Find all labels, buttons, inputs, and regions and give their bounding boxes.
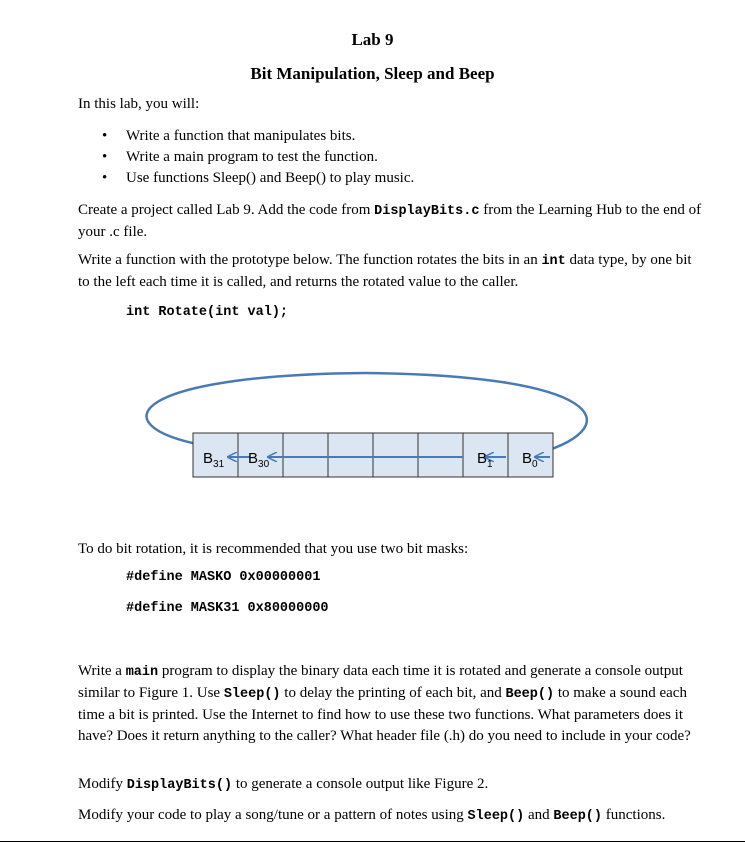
list-item: • Write a main program to test the function.: [78, 147, 414, 168]
bullet-icon: •: [102, 128, 108, 144]
bit-cells: [193, 433, 553, 477]
function-prototype: int Rotate(int val);: [126, 305, 289, 320]
bit-label-b31: $B_{31}$: [203, 450, 225, 470]
define-mask0: #define MASKO 0x00000001: [126, 570, 321, 585]
define-mask31: #define MASK31 0x80000000: [126, 601, 329, 616]
bit-cell: [283, 433, 328, 477]
bit-cell: [418, 433, 463, 477]
code-sleep: Sleep(): [467, 809, 525, 824]
bit-cell: [373, 433, 418, 477]
bit-cell: [328, 433, 373, 477]
bitmask-instructions: To do bit rotation, it is recommended that you use two bit masks:: [78, 541, 469, 557]
bit-rotation-diagram: [130, 365, 600, 485]
bit-label-b30: $B_{30}$: [248, 450, 270, 470]
code-filename: DisplayBits.c: [374, 204, 480, 219]
lab-subtitle: Bit Manipulation, Sleep and Beep: [250, 64, 495, 83]
bit-cell: [193, 433, 238, 477]
bullet-icon: •: [102, 170, 108, 186]
code-sleep: Sleep(): [223, 687, 281, 702]
code-main: main: [125, 665, 159, 680]
displaybits-instructions: Modify DisplayBits() to generate a console output like Figure 2.: [78, 776, 489, 793]
code-displaybits: DisplayBits(): [126, 778, 233, 793]
page-divider: [0, 841, 745, 842]
project-instructions: Create a project called Lab 9. Add the code from DisplayBits.c from the Learning Hub to the end of your .c file.: [78, 202, 702, 240]
code-int: int: [541, 254, 566, 269]
intro-text: In this lab, you will:: [78, 96, 200, 112]
list-item: • Use functions Sleep() and Beep() to play music.: [78, 168, 414, 189]
song-instructions: Modify your code to play a song/tune or a pattern of notes using Sleep() and Beep() functions.: [78, 807, 666, 824]
code-beep: Beep(): [553, 809, 603, 824]
bit-label-b1: $B_1$: [477, 450, 493, 470]
code-beep: Beep(): [505, 687, 555, 702]
bullet-icon: •: [102, 149, 108, 165]
main-program-instructions: Write a main program to display the binary data each time it is rotated and generate a console output similar to Figure 1. Use Sleep() to delay the printing of each bit, and Beep() to make a sound each time a bit is printed. Use the Internet to find how to use these two functions. What parameters does it have? Does it return anything to the caller? What header file (.h) do you need to include in your code?: [78, 663, 691, 744]
lab-title: Lab 9: [351, 30, 394, 49]
objectives-list: [78, 126, 414, 189]
bit-label-b0: $B_0$: [522, 450, 538, 470]
function-instructions: Write a function with the prototype below. The function rotates the bits in an int data type, by one bit to the left each time it is called, and returns the rotated value to the caller.: [78, 252, 692, 290]
bit-cell: [238, 433, 283, 477]
list-item: • Write a function that manipulates bits.: [78, 126, 414, 147]
